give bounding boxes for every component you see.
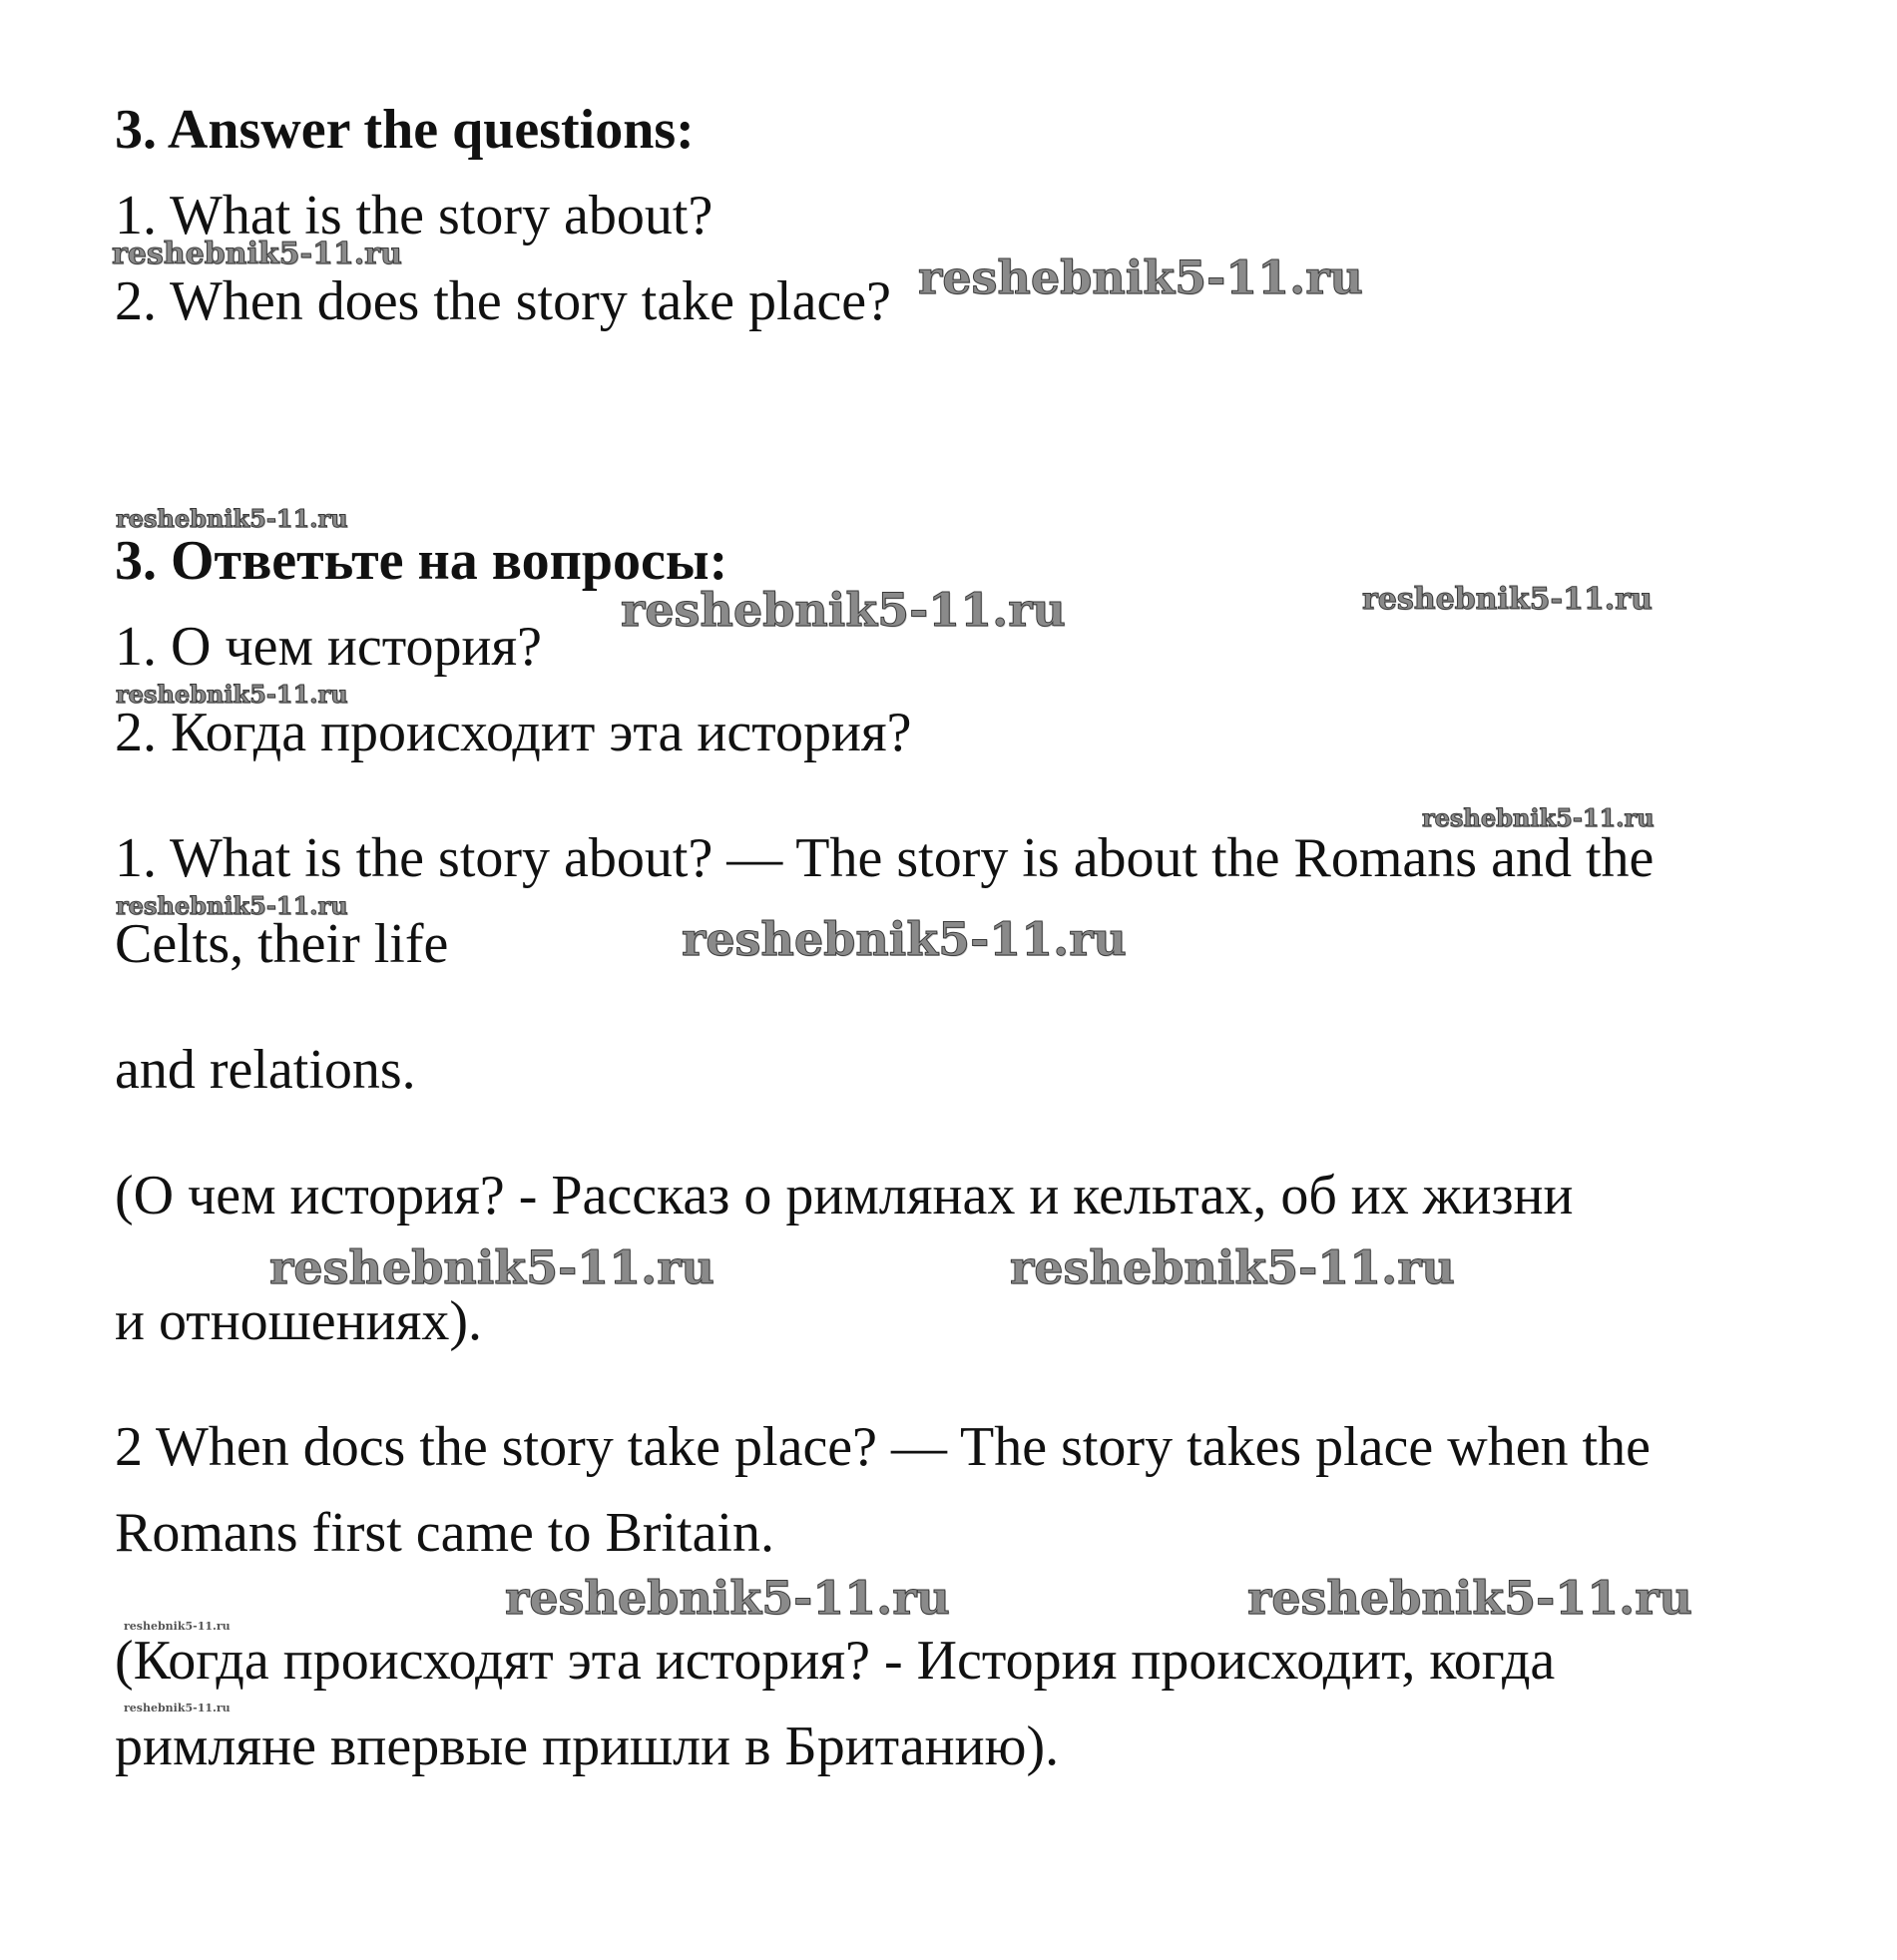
russian-question-2: 2. Когда происходит эта история? [115,702,912,763]
watermark: reshebnik5-11.ru [1010,1240,1455,1294]
answer-2-line-2: Romans first came to Britain. [115,1502,774,1564]
russian-heading: 3. Ответьте на вопросы: [115,530,728,592]
watermark: reshebnik5-11.ru [918,250,1363,304]
watermark: reshebnik5-11.ru [505,1571,950,1625]
english-heading: 3. Answer the questions: [115,99,695,161]
answer-2-translation-line-1: (Когда происходят эта история? - История происходит, когда [115,1630,1556,1692]
answer-1-translation-line-1: (О чем история? - Рассказ о римлянах и кельтах, об их жизни [115,1165,1574,1226]
watermark: reshebnik5-11.ru [1247,1571,1692,1625]
watermark: reshebnik5-11.ru [621,583,1066,637]
watermark: reshebnik5-11.ru [112,237,402,271]
watermark: reshebnik5-11.ru [1362,582,1653,617]
answer-2-line-1: 2 When docs the story take place? — The story takes place when the [115,1416,1651,1478]
english-question-2: 2. When does the story take place? [115,270,892,332]
watermark: reshebnik5-11.ru [124,1620,231,1633]
watermark: reshebnik5-11.ru [124,1702,231,1715]
watermark: reshebnik5-11.ru [116,891,348,920]
answer-1-translation-line-2: и отношениях). [115,1290,482,1352]
russian-question-1: 1. О чем история? [115,616,543,678]
watermark: reshebnik5-11.ru [116,680,348,709]
watermark: reshebnik5-11.ru [116,504,348,533]
answer-2-translation-line-2: римляне впервые пришли в Британию). [115,1715,1060,1777]
answer-1-line-1: 1. What is the story about? — The story is about the Romans and the [115,827,1655,889]
watermark: reshebnik5-11.ru [682,912,1127,966]
watermark: reshebnik5-11.ru [269,1240,714,1294]
answer-1-line-2: Celts, their life [115,913,449,975]
english-question-1: 1. What is the story about? [115,185,713,246]
answer-1-line-3: and relations. [115,1039,416,1101]
watermark: reshebnik5-11.ru [1422,803,1655,832]
